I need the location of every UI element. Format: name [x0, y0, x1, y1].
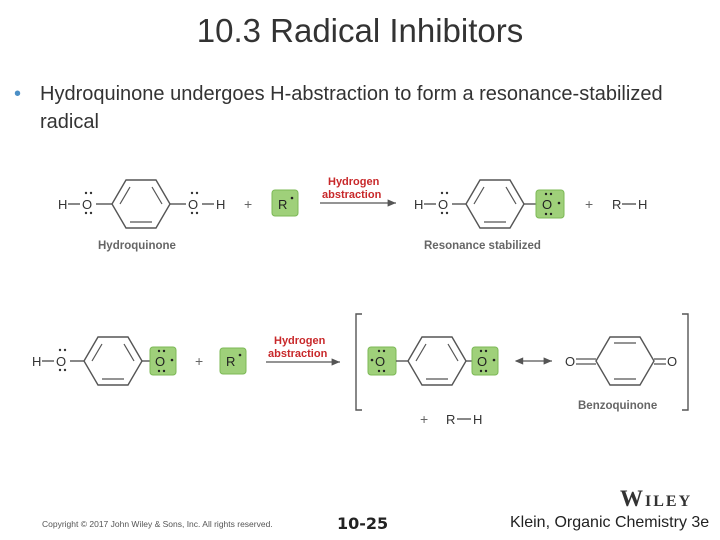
scheme1-product-radical	[414, 180, 564, 252]
bullet-dot-icon: •	[14, 83, 22, 105]
scheme2-plus-1: +	[195, 353, 204, 369]
scheme1-o-right: O	[188, 197, 199, 212]
scheme2-radical	[220, 348, 246, 374]
bq-label: Benzoquinone	[578, 400, 658, 412]
slide-title: 10.3 Radical Inhibitors	[196, 12, 524, 49]
scheme1-radical	[272, 190, 298, 216]
scheme1-arrow	[320, 176, 396, 203]
scheme1-radical-r: R	[278, 197, 288, 212]
scheme1-prod-benzene-ring	[466, 180, 524, 228]
bq-o-left: O	[565, 354, 576, 369]
scheme1-plus-1: +	[244, 196, 253, 212]
scheme2-arrow-label-1: Hydrogen	[274, 335, 326, 347]
scheme1-hydroquinone	[58, 180, 225, 252]
bq-ring	[596, 337, 654, 385]
scheme1-prod-o-left: O	[438, 197, 449, 212]
scheme1-benzene-ring	[112, 180, 170, 228]
footer-copyright: Copyright © 2017 John Wiley & Sons, Inc. All rights reserved.	[42, 519, 273, 529]
wiley-logo: Wiley	[620, 486, 693, 511]
scheme1-hydroquinone-label: Hydroquinone	[98, 240, 176, 252]
scheme2-prod-o-left: O	[375, 354, 386, 369]
scheme2-rh	[446, 412, 482, 427]
benzoquinone	[565, 337, 677, 412]
scheme2-o-left: O	[56, 354, 67, 369]
scheme1-rh-r: R	[612, 197, 622, 212]
scheme1-arrow-label-2: abstraction	[322, 189, 382, 201]
scheme2-prod-benzene-ring	[408, 337, 466, 385]
scheme2-radical-r: R	[226, 354, 236, 369]
scheme1-h-right: H	[216, 197, 226, 212]
scheme2-rh-h: H	[473, 412, 483, 427]
scheme1-rh	[612, 197, 647, 212]
scheme2-reactant-radical	[32, 337, 176, 385]
scheme1-prod-o-right: O	[542, 197, 553, 212]
scheme1-plus-2: +	[585, 196, 594, 212]
bullet-text: Hydroquinone undergoes H-abstraction to form a resonance-stabilized radical	[40, 83, 663, 133]
scheme2-h-left: H	[32, 354, 42, 369]
scheme2-o-right: O	[155, 354, 166, 369]
scheme1-resonance-label: Resonance stabilized	[424, 240, 541, 252]
scheme2-prod-o-right: O	[477, 354, 488, 369]
scheme1-o-left: O	[82, 197, 93, 212]
bq-o-right: O	[667, 354, 678, 369]
scheme2-plus-bottom: +	[420, 411, 429, 427]
scheme1-arrow-label-1: Hydrogen	[328, 176, 380, 188]
scheme2-benzene-ring	[84, 337, 142, 385]
scheme2-arrow	[266, 335, 340, 362]
footer-book-title: Klein, Organic Chemistry 3e	[510, 514, 710, 531]
resonance-brackets	[356, 314, 688, 410]
scheme2-semiquinone-radical	[368, 337, 498, 385]
footer-page-number: 10-25	[337, 514, 389, 533]
scheme2-arrow-label-2: abstraction	[268, 348, 328, 360]
scheme2-rh-r: R	[446, 412, 456, 427]
scheme1-prod-h: H	[414, 197, 424, 212]
scheme1-h-left: H	[58, 197, 68, 212]
scheme1-rh-h: H	[638, 197, 648, 212]
